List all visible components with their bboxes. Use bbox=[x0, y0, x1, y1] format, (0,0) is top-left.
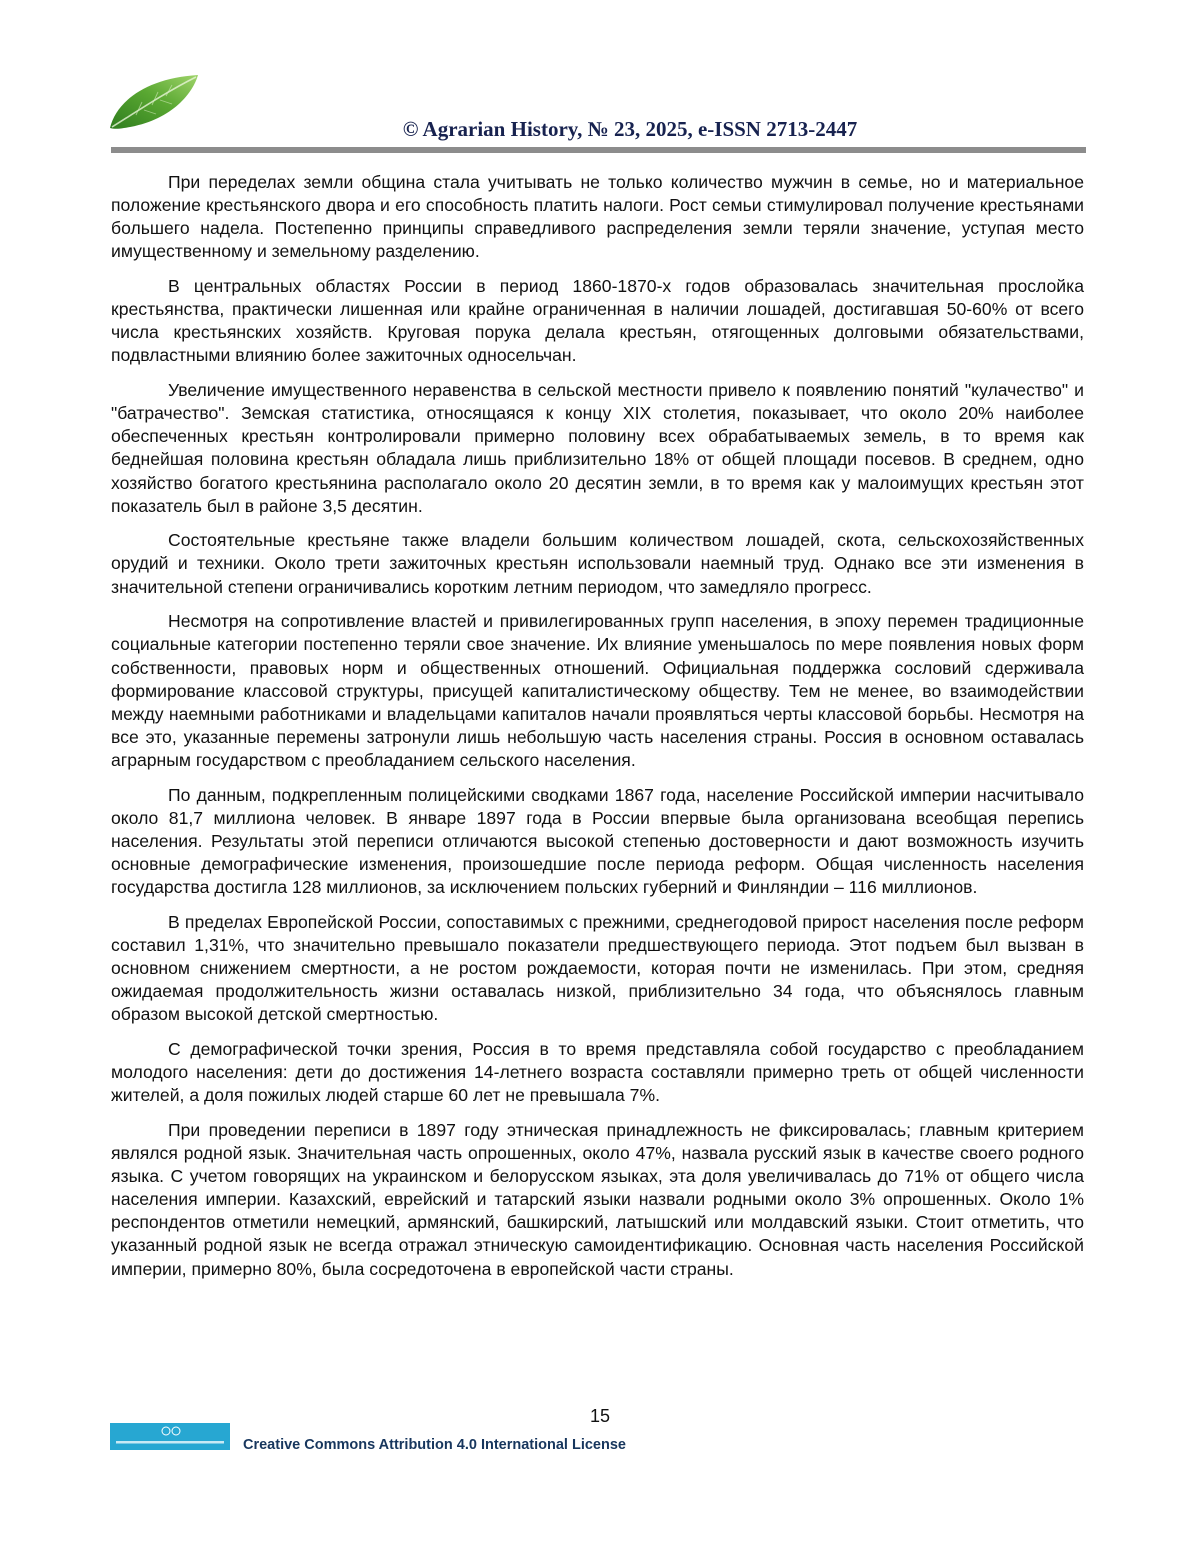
journal-title: © Agrarian History, № 23, 2025, e-ISSN 2713-2447 bbox=[402, 117, 858, 141]
leaf-logo-icon bbox=[106, 72, 202, 134]
article-body bbox=[111, 171, 1084, 1292]
paragraph: При проведении переписи в 1897 году этническая принадлежность не фиксировалась; главным критерием являлся родной язык. Значительная часть опрошенных, около 47%, назвала русский язык в качестве своего родного языка. С учетом говорящих на украинском и белорусском языках, эта доля увеличивалась до 71% от общего числа населения империи. Казахский, еврейский и татарский языки назвали родными около 3% опрошенных. Около 1% респондентов отметили немецкий, армянский, башкирский, латышский или молдавский языки. Стоит отметить, что указанный родной язык не всегда отражал этническую самоидентификацию. Основная часть населения Российской империи, примерно 80%, была сосредоточена в европейской части страны. bbox=[111, 1119, 1084, 1279]
paragraph: При переделах земли община стала учитывать не только количество мужчин в семье, но и материальное положение крестьянского двора и его способность платить налоги. Рост семьи стимулировал получение крестьянами большего надела. Постепенно принципы справедливого распределения земли теряли значение, уступая место имущественному и земельному разделению. bbox=[111, 172, 1084, 262]
cc-by-badge-icon[interactable] bbox=[110, 1423, 230, 1450]
paragraph: В центральных областях России в период 1860-1870-х годов образовалась значительная прослойка крестьянства, практически лишенная или крайне ограниченная в наличии лошадей, достигавшая 50-60% от всего числа крестьянских хозяйств. Круговая порука делала крестьян, отягощенных долговыми обязательствами, подвластными влиянию более зажиточных односельчан. bbox=[111, 276, 1084, 366]
license-link[interactable]: Creative Commons Attribution 4.0 International License bbox=[243, 1437, 626, 1453]
paragraph: Увеличение имущественного неравенства в сельской местности привело к появлению понятий "кулачество" и "батрачество". Земская статистика, относящаяся к концу XIX столетия, показывает, что около 20% наиболее обеспеченных крестьян контролировали примерно половину всех обрабатываемых земель, в то время как беднейшая половина крестьян обладала лишь приблизительно 18% от общей площади посевов. В среднем, одно хозяйство богатого крестьянина располагало около 20 десятин земли, в то время как у малоимущих крестьян этот показатель был в районе 3,5 десятин. bbox=[111, 380, 1084, 516]
paragraph: По данным, подкрепленным полицейскими сводками 1867 года, население Российской империи насчитывало около 81,7 миллиона человек. В январе 1897 года в России впервые была организована всеобщая перепись населения. Результаты этой переписи отличаются высокой степенью достоверности и дают возможность изучить основные демографические изменения, произошедшие после периода реформ. Общая численность населения государства достигла 128 миллионов, за исключением польских губерний и Финляндии – 116 миллионов. bbox=[111, 784, 1084, 898]
page-number: 15 bbox=[589, 1406, 611, 1426]
paragraph: В пределах Европейской России, сопоставимых с прежними, среднегодовой прирост населения после реформ составил 1,31%, что значительно превышало показатели предшествующего периода. Этот подъем был вызван в основном снижением смертности, а не ростом рождаемости, которая почти не изменилась. При этом, средняя ожидаемая продолжительность жизни оставалась низкой, приблизительно 34 года, что объяснялось главным образом высокой детской смертностью. bbox=[111, 911, 1084, 1025]
paragraph: Состоятельные крестьяне также владели большим количеством лошадей, скота, сельскохозяйственных орудий и техники. Около трети зажиточных крестьян использовали наемный труд. Однако все эти изменения в значительной степени ограничивались коротким летним периодом, что замедляло прогресс. bbox=[111, 530, 1084, 597]
header-divider bbox=[111, 147, 1086, 153]
paragraph: Несмотря на сопротивление властей и привилегированных групп населения, в эпоху перемен традиционные социальные категории постепенно теряли свое значение. Их влияние уменьшалось по мере появления новых форм собственности, правовых норм и общественных отношений. Официальная поддержка сословий сдерживала формирование классовой структуры, присущей капиталистическому обществу. Тем не менее, во взаимодействии между наемными работниками и владельцами капиталов начали проявляться черты классовой борьбы. Несмотря на все это, указанные перемены затронули лишь небольшую часть населения страны. Россия в основном оставалась аграрным государством с преобладанием сельского населения. bbox=[111, 611, 1084, 770]
paragraph: С демографической точки зрения, Россия в то время представляла собой государство с преобладанием молодого населения: дети до достижения 14-летнего возраста составляли примерно треть от общей численности жителей, а доля пожилых людей старше 60 лет не превышала 7%. bbox=[111, 1039, 1084, 1106]
